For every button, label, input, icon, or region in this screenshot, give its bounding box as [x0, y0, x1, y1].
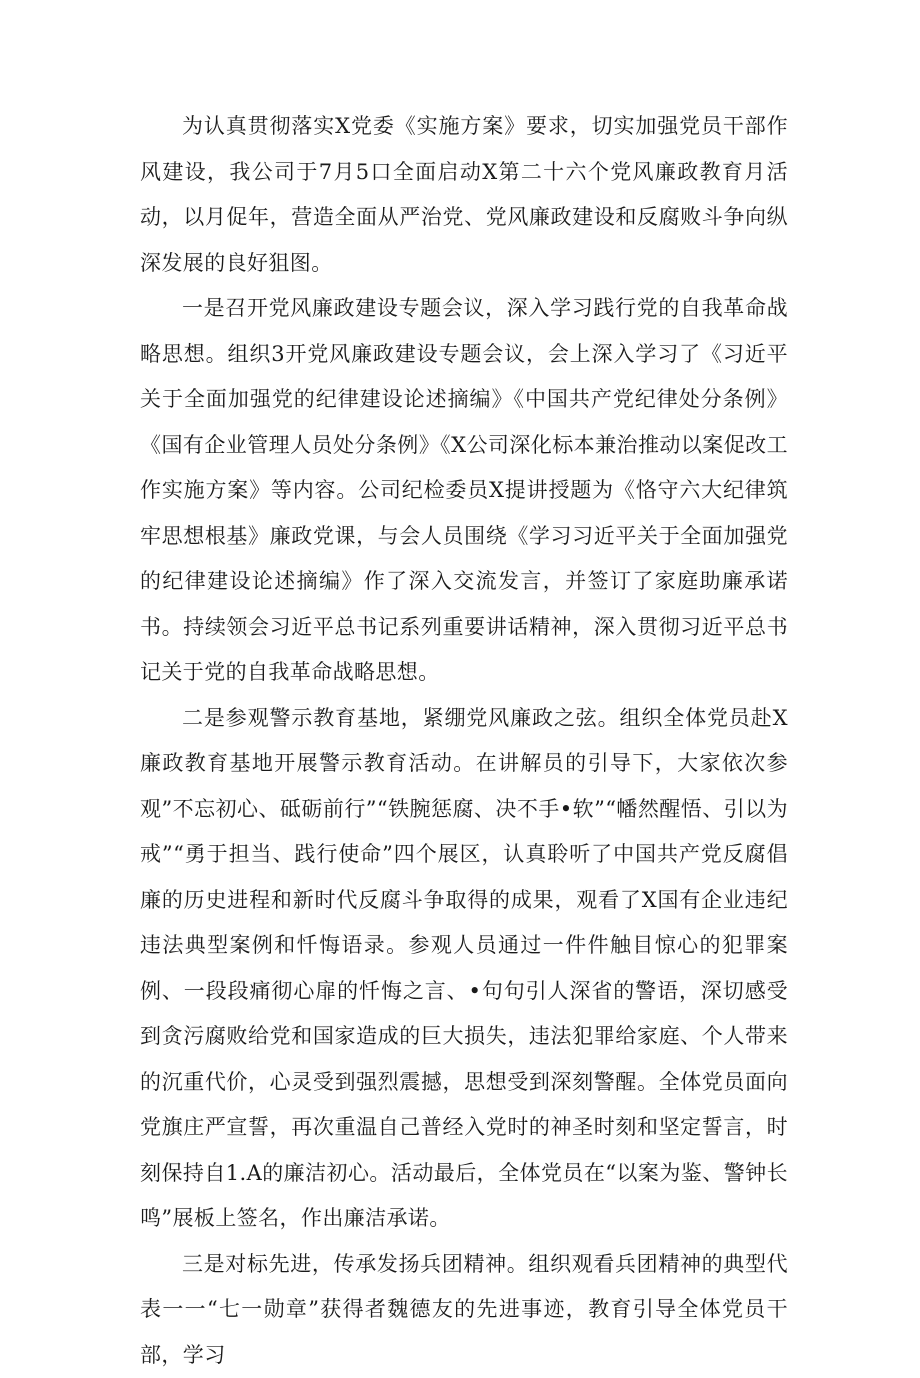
- document-body: [140, 104, 788, 1378]
- intro-paragraph: 为认真贯彻落实X党委《实施方案》要求，切实加强党员干部作风建设，我公司于7月5口全面启动X第二十六个党风廉政教育月活动，以月促年，营造全面从严治党、党风廉政建设和反腐败斗争向纵深发展的良好狙图。: [140, 104, 788, 286]
- section-two-paragraph: 二是参观警示教育基地，紧绷党风廉政之弦。组织全体党员赴X廉政教育基地开展警示教育活动。在讲解员的引导下，大家依次参观”不忘初心、砥砺前行”“铁腕惩腐、决不手•软”“幡然醒悟、引以为戒”“勇于担当、践行使命”四个展区，认真聆听了中国共产党反腐倡廉的历史进程和新时代反腐斗争取得的成果，观看了X国有企业违纪违法典型案例和忏悔语录。参观人员通过一件件触目惊心的犯罪案例、一段段痛彻心扉的忏悔之言、•句句引人深省的警语，深切感受到贪污腐败给党和国家造成的巨大损失，违法犯罪给家庭、个人带来的沉重代价，心灵受到强烈震撼，思想受到深刻警醒。全体党员面向党旗庄严宣誓，再次重温自己普经入党时的神圣时刻和坚定誓言，时刻保持自1.A的廉洁初心。活动最后，全体党员在“以案为鉴、警钟长鸣”展板上签名，作出廉洁承诺。: [140, 696, 788, 1242]
- section-three-paragraph: 三是对标先进，传承发扬兵团精神。组织观看兵团精神的典型代表一一“七一勋章”获得者魏德友的先进事迹，教育引导全体党员干部，学习: [140, 1242, 788, 1378]
- section-one-paragraph: 一是召开党风廉政建设专题会议，深入学习践行党的自我革命战略思想。组织3开党风廉政建设专题会议，会上深入学习了《习近平关于全面加强党的纪律建设论述摘编》《中国共产党纪律处分条例》《国有企业管理人员处分条例》《X公司深化标本兼治推动以案促改工作实施方案》等内容。公司纪检委员X提讲授题为《恪守六大纪律筑牢思想根基》廉政党课，与会人员围绕《学习习近平关于全面加强党的纪律建设论述摘编》作了深入交流发言，并签订了家庭助廉承诺书。持续领会习近平总书记系列重要讲话精神，深入贯彻习近平总书记关于党的自我革命战略思想。: [140, 286, 788, 696]
